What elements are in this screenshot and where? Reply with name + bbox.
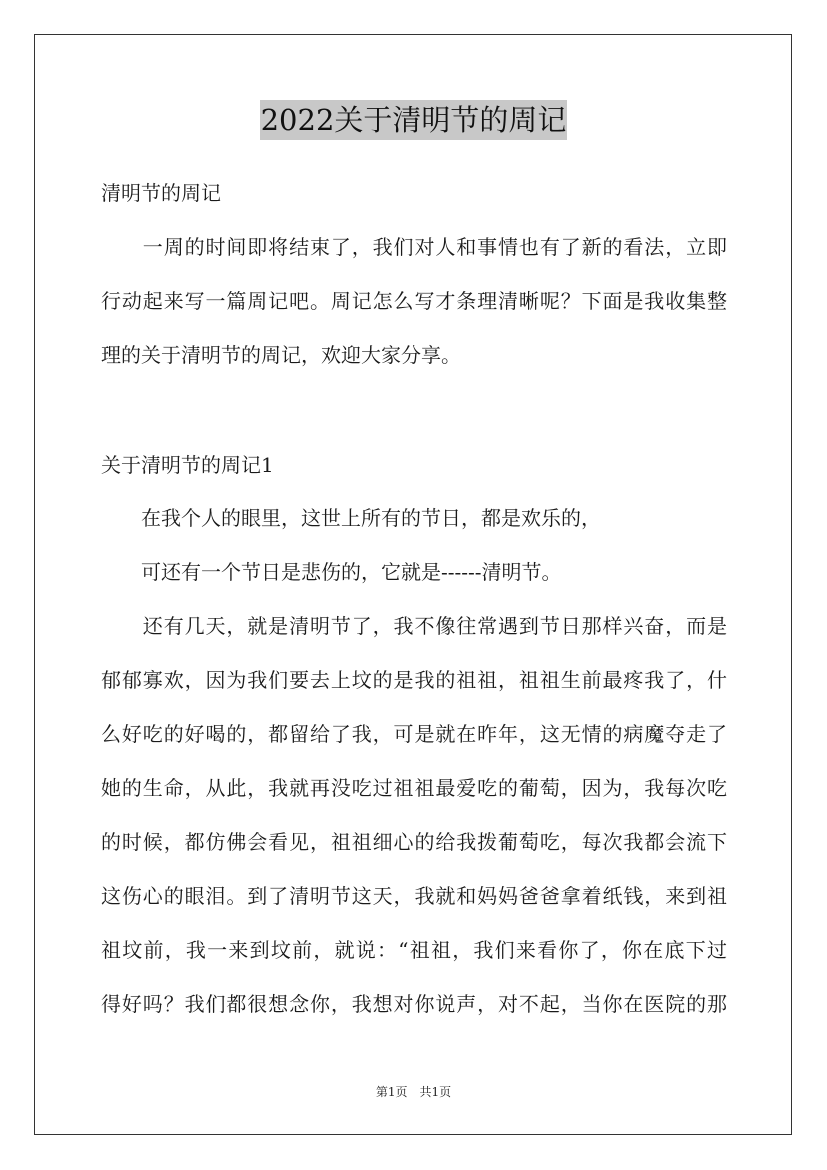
document-title — [0, 100, 827, 140]
body-line: 一周的时间即将结束了，我们对人和事情也有了新的看法，立即 — [101, 235, 727, 259]
body-line: 可还有一个节日是悲伤的，它就是------清明节。 — [101, 560, 562, 584]
body-line: 在我个人的眼里，这世上所有的节日，都是欢乐的， — [101, 506, 601, 530]
body-line: 郁郁寡欢，因为我们要去上坟的是我的祖祖，祖祖生前最疼我了，什 — [101, 668, 727, 692]
body-line: 的时候，都仿佛会看见，祖祖细心的给我拨葡萄吃，每次我都会流下 — [101, 830, 727, 854]
page-footer: 第1页 共1页 — [375, 1085, 452, 1099]
body-line: 这伤心的眼泪。到了清明节这天，我就和妈妈爸爸拿着纸钱，来到祖 — [101, 884, 727, 908]
subtitle-line: 清明节的周记 — [101, 181, 221, 205]
document-title-text: 2022关于清明节的周记 — [260, 100, 568, 140]
body-line: 么好吃的好喝的，都留给了我，可是就在昨年，这无情的病魔夺走了 — [101, 722, 727, 746]
body-line: 她的生命，从此，我就再没吃过祖祖最爱吃的葡萄，因为，我每次吃 — [101, 776, 727, 800]
body-line: 行动起来写一篇周记吧。周记怎么写才条理清晰呢？下面是我收集整 — [101, 289, 727, 313]
body-line: 祖坟前，我一来到坟前，就说：“祖祖，我们来看你了，你在底下过 — [101, 938, 727, 962]
body-line: 理的关于清明节的周记，欢迎大家分享。 — [101, 343, 461, 367]
body-line: 还有几天，就是清明节了，我不像往常遇到节日那样兴奋，而是 — [101, 614, 727, 638]
body-line: 得好吗？我们都很想念你，我想对你说声，对不起，当你在医院的那 — [101, 992, 727, 1016]
section-heading: 关于清明节的周记1 — [101, 453, 274, 477]
